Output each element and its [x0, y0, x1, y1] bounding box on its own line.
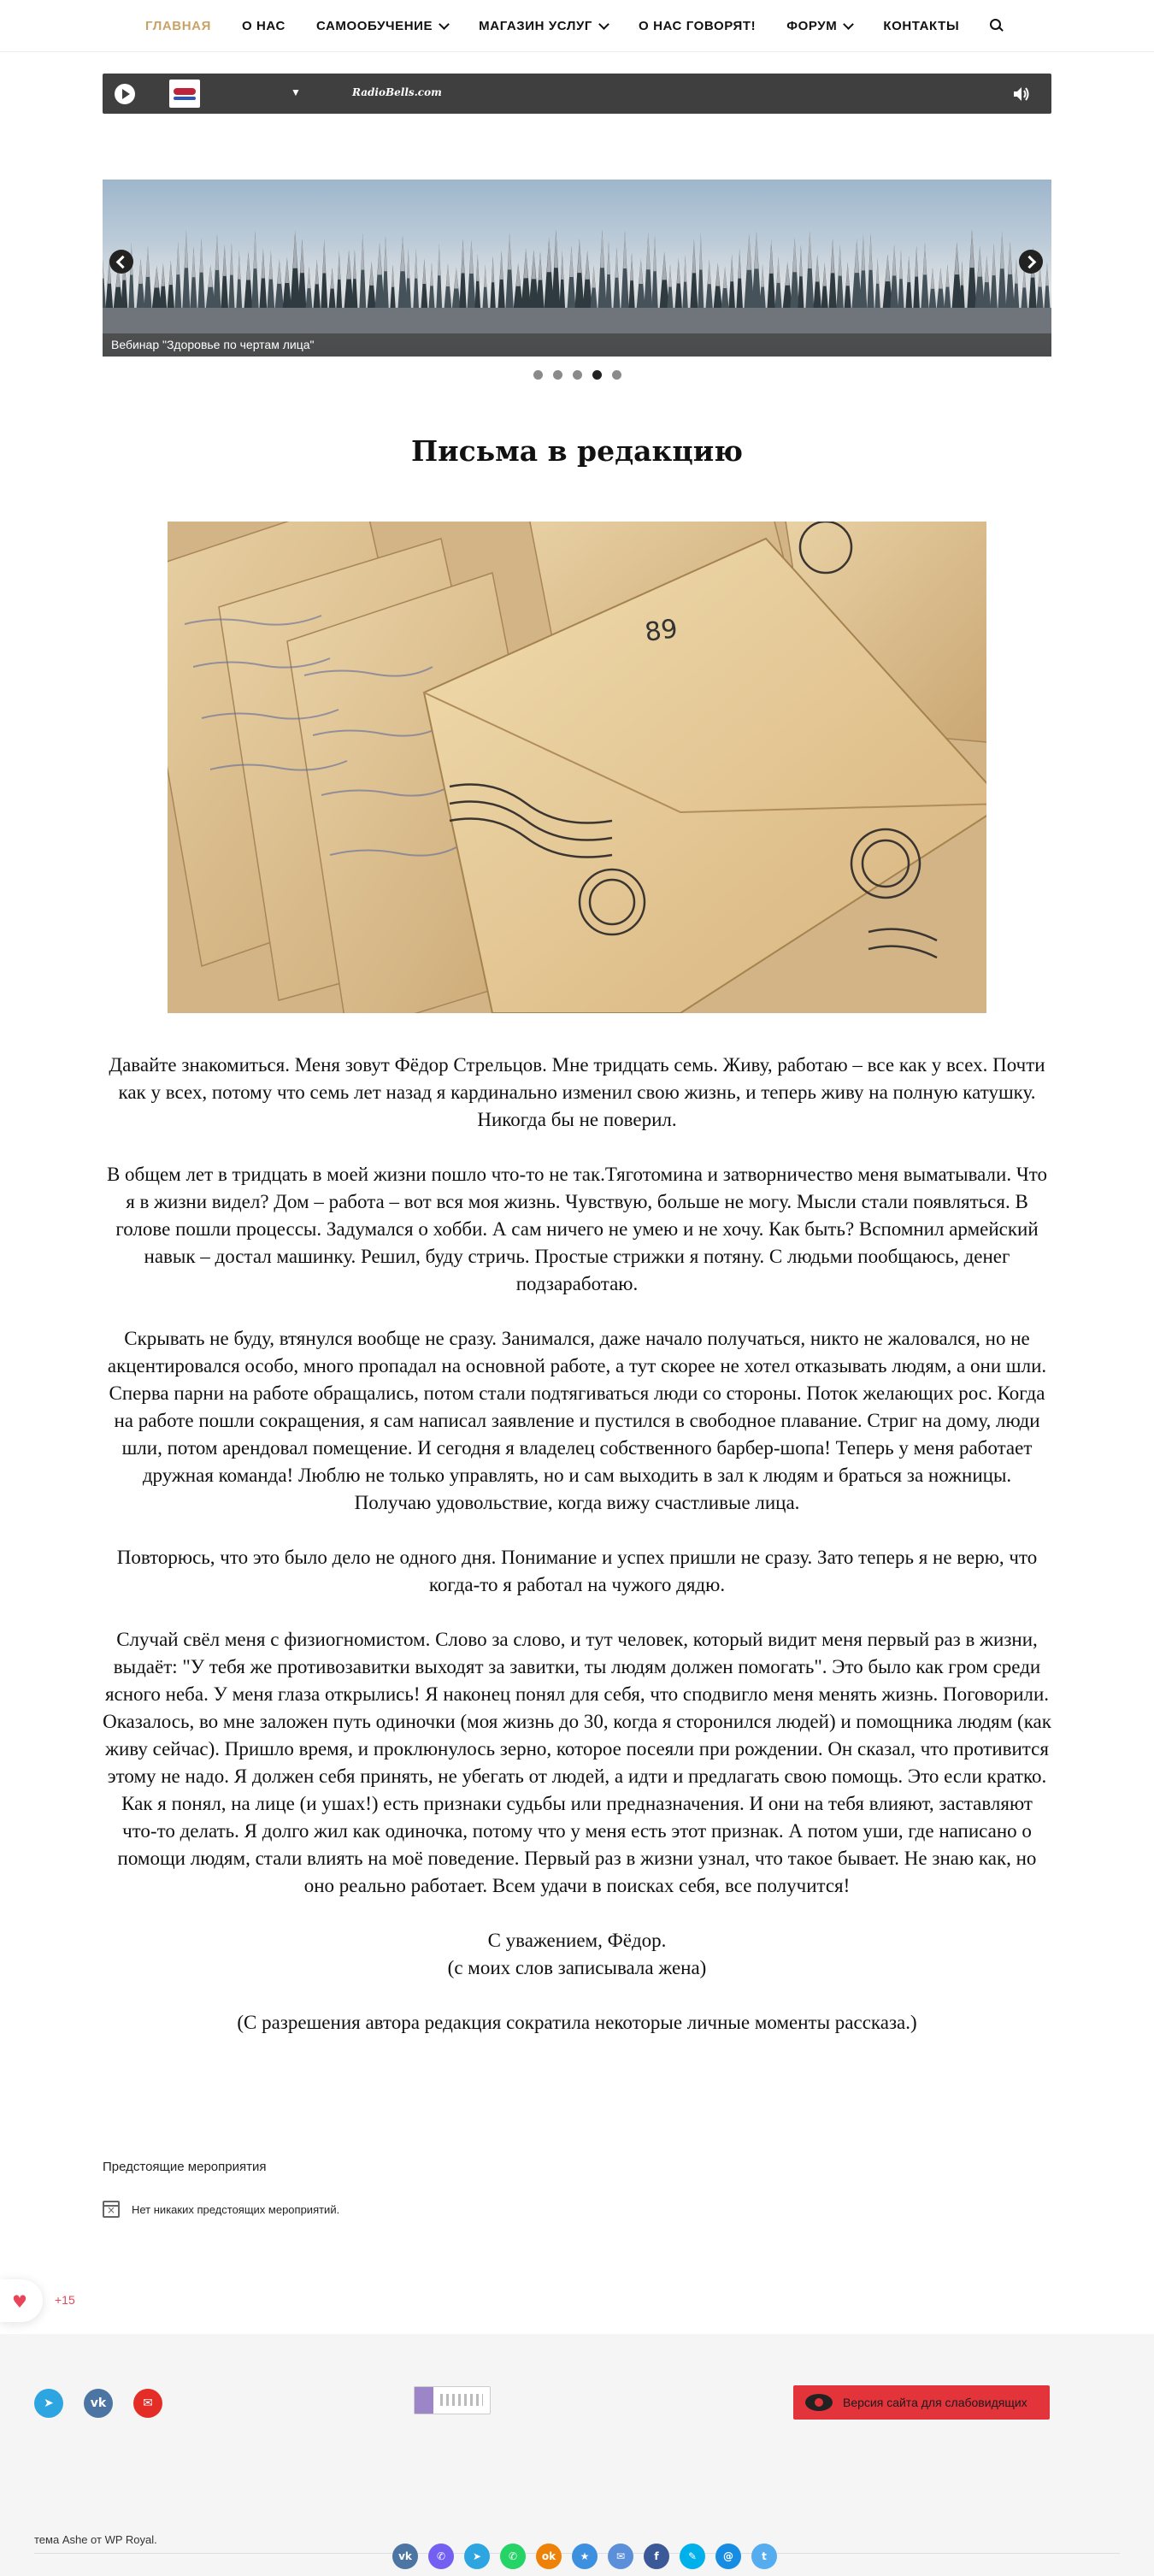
nav-item-label: МАГАЗИН УСЛУГ [479, 18, 593, 33]
slider-next-arrow[interactable] [1019, 250, 1043, 274]
nav-item-services-shop[interactable] [479, 19, 608, 33]
radio-station-logo [169, 80, 200, 108]
nav-item-forum[interactable] [786, 19, 852, 33]
events-empty-row [103, 2201, 339, 2218]
chevron-down-icon: ▼ [291, 86, 301, 98]
nav-menu [145, 0, 1004, 51]
eye-icon [805, 2394, 833, 2411]
theme-credit[interactable]: тема Ashe от WP Royal. [34, 2533, 157, 2546]
nav-item-label: КОНТАКТЫ [883, 18, 960, 33]
slide-caption: Вебинар "Здоровье по чертам лица" [103, 333, 1051, 357]
signoff-line: (с моих слов записывала жена) [447, 1957, 707, 1978]
svg-text:89: 89 [643, 613, 680, 648]
youtube-icon[interactable]: ✉ [133, 2389, 162, 2418]
article-signoff [103, 1927, 1051, 1982]
viber-share-icon[interactable]: ✆ [428, 2544, 454, 2569]
article-paragraph: Давайте знакомиться. Меня зовут Фёдор Стрельцов. Мне тридцать семь. Живу, работаю – все как у всех. Почти как у всех, потому что семь лет назад я кардинально изменил свою жизнь, и теперь живу на полную катушку. Никогда бы не поверил. [109, 1054, 1045, 1130]
letters-image [168, 522, 986, 1013]
like-count: +15 [55, 2293, 75, 2307]
vision-button-label: Версия сайта для слабовидящих [843, 2396, 1027, 2409]
events-empty-text: Нет никаких предстоящих мероприятий. [132, 2202, 340, 2216]
heart-icon: ♥ [12, 2291, 27, 2312]
chevron-down-icon [439, 19, 450, 30]
vk-share-icon[interactable]: vk [392, 2544, 418, 2569]
email-share-icon[interactable]: ✉ [608, 2544, 633, 2569]
nav-item-testimonials[interactable] [639, 19, 756, 33]
slider-dot-3[interactable] [573, 370, 582, 380]
nav-item-self-learning[interactable] [316, 19, 448, 33]
image-slider [103, 180, 1051, 357]
article-body [103, 1052, 1051, 2064]
like-button[interactable] [0, 2279, 43, 2322]
top-navigation [0, 0, 1154, 52]
envelopes-illustration [168, 522, 986, 1013]
nav-item-home[interactable] [145, 19, 211, 33]
footer [0, 2334, 1154, 2576]
slider-dot-4[interactable] [592, 370, 602, 380]
slider-dot-5[interactable] [612, 370, 621, 380]
article-paragraph: Повторюсь, что это было дело не одного дня. Понимание и успех пришли не сразу. Зато теперь я не верю, что когда-то я работал на чужого дядю. [116, 1547, 1038, 1595]
vk-icon[interactable]: vk [84, 2389, 113, 2418]
twitter-share-icon[interactable]: t [751, 2544, 777, 2569]
slider-prev-arrow[interactable] [109, 250, 133, 274]
editorial-note: (С разрешения автора редакция сократила некоторые личные моменты рассказа.) [237, 2012, 917, 2033]
nav-item-label: САМООБУЧЕНИЕ [315, 18, 433, 33]
livejournal-share-icon[interactable]: ✎ [680, 2544, 705, 2569]
favorites-share-icon[interactable]: ★ [572, 2544, 598, 2569]
nav-item-about[interactable] [242, 19, 286, 33]
search-icon[interactable] [990, 19, 1004, 32]
nav-item-label: О НАС ГОВОРЯТ! [639, 18, 757, 33]
telegram-share-icon[interactable]: ➤ [464, 2544, 490, 2569]
nav-item-label: ФОРУМ [786, 18, 838, 33]
moimir-share-icon[interactable]: @ [715, 2544, 741, 2569]
nav-item-label: ГЛАВНАЯ [145, 18, 211, 33]
chevron-down-icon [843, 19, 854, 30]
slide-image-winter-forest [103, 180, 1051, 357]
calendar-icon [103, 2201, 120, 2218]
facebook-share-icon[interactable]: f [644, 2544, 669, 2569]
chevron-down-icon [598, 19, 609, 30]
article-paragraph: Скрывать не буду, втянулся вообще не сразу. Занимался, даже начало получаться, никто не жаловался, но не акцентировался особо, много пропадал на основной работе, а тут скорее не хотел отказывать людям, а они шли. Сперва парни на работе обращались, потом стали подтягиваться люди со стороны. Поток желающих рос. Когда на работе пошли сокращения, я сам написал заявление и пустился в свободное плавание. Стриг на дому, люди шли, потом арендовал помещение. И сегодня я владелец собственного барбер-шопа! Теперь у меня работает дружная команда! Люблю не только управлять, но и сам выходить в зал к людям и браться за ножницы. Получаю удовольствие, когда вижу счастливые лица. [107, 1328, 1047, 1513]
player-brand[interactable]: RadioBells.com [352, 86, 442, 98]
signoff-line: С уважением, Фёдор. [487, 1930, 667, 1951]
nav-item-contacts[interactable] [883, 19, 959, 33]
whatsapp-share-icon[interactable]: ✆ [500, 2544, 526, 2569]
radio-player [103, 74, 1051, 114]
telegram-icon[interactable]: ➤ [34, 2389, 63, 2418]
visitor-counter-badge[interactable] [414, 2386, 491, 2414]
volume-icon[interactable] [1012, 85, 1031, 103]
article-paragraph: Случай свёл меня с физиогномистом. Слово за слово, и тут человек, который видит меня первый раз в жизни, выдаёт: "У тебя же противозавитки выходят за завитки, ты людям должен помогать". Это было как гром среди ясного неба. У меня глаза открылись! Я наконец понял для себя, что сподвигло меня менять жизнь. Поговорили. Оказалось, во мне заложен путь одиночки (моя жизнь до 30, когда я сторонился людей) и помощника людям (как живу сейчас). Пришло время, и проклюнулось зерно, которое посеяли при рождении. Он сказал, что противится этому не надо. Я должен себя принять, не убегать от людей, а идти и предлагать свою помощь. Это если кратко. Как я понял, на лице (и ушах!) есть признаки судьбы или предназначения. И они на тебя влияют, заставляют что-то делать. Я долго жил как одиночка, потому что у меня есть этот признак. А потом уши, где написано о помощи людям, стали влиять на моё поведение. Первый раз в жизни узнал, что такое бывает. Не знаю как, но оно реально работает. Всем удачи в поисках себя, все получится! [103, 1629, 1051, 1896]
visually-impaired-version-button[interactable] [793, 2385, 1050, 2420]
page-title: Письма в редакцию [410, 434, 744, 468]
play-button[interactable] [115, 84, 135, 104]
station-select[interactable] [291, 86, 301, 98]
slider-dot-2[interactable] [553, 370, 562, 380]
events-widget-title: Предстоящие мероприятия [103, 2160, 267, 2174]
article-paragraph: В общем лет в тридцать в моей жизни пошло что-то не так.Тяготомина и затворничество меня выматывали. Что я в жизни видел? Дом – работа – вот вся моя жизнь. Чувствую, больше не могу. Мысли стали появляться. В голове пошли процессы. Задумался о хобби. А сам ничего не умею и не хочу. Как быть? Вспомнил армейский навык – достал машинку. Решил, буду стричь. Простые стрижки я потяну. С людьми пообщаюсь, денег подзаработаю. [106, 1164, 1048, 1294]
winter-forest-illustration [103, 180, 1051, 357]
odnoklassniki-share-icon[interactable]: ok [536, 2544, 562, 2569]
slider-dots [533, 370, 632, 380]
slider-dot-1[interactable] [533, 370, 543, 380]
nav-item-label: О НАС [241, 18, 286, 33]
